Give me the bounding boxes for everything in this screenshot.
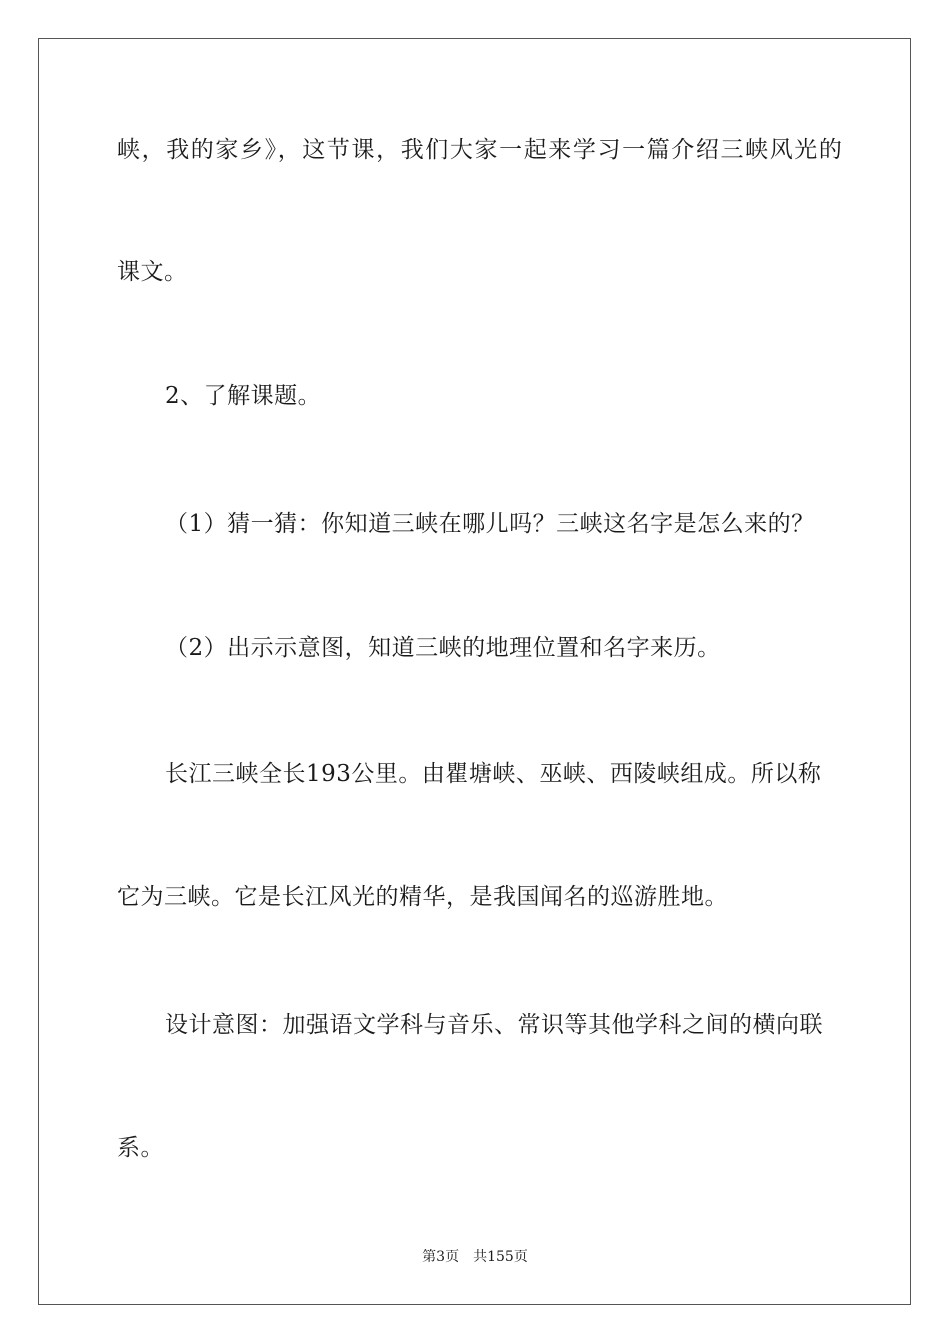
- page-footer: [0, 1248, 950, 1266]
- paragraph-line-8: 设计意图：加强语文学科与音乐、常识等其他学科之间的横向联: [165, 1012, 823, 1038]
- paragraph-line-7: 它为三峡。它是长江风光的精华，是我国闻名的巡游胜地。: [117, 884, 728, 910]
- paragraph-line-5: （2）出示示意图，知道三峡的地理位置和名字来历。: [165, 635, 721, 661]
- paragraph-line-6: 长江三峡全长193公里。由瞿塘峡、巫峡、西陵峡组成。所以称: [165, 761, 822, 787]
- total-pages: 共155页: [473, 1249, 528, 1265]
- paragraph-line-4: （1）猜一猜：你知道三峡在哪儿吗？三峡这名字是怎么来的？: [165, 511, 815, 537]
- paragraph-line-1: 峡，我的家乡》，这节课，我们大家一起来学习一篇介绍三峡风光的: [117, 137, 844, 163]
- paragraph-line-3: 2、了解课题。: [165, 383, 322, 409]
- page-number: 第3页: [422, 1249, 460, 1265]
- page-border: [38, 38, 911, 1305]
- paragraph-line-2: 课文。: [117, 259, 188, 285]
- paragraph-line-9: 系。: [117, 1135, 164, 1161]
